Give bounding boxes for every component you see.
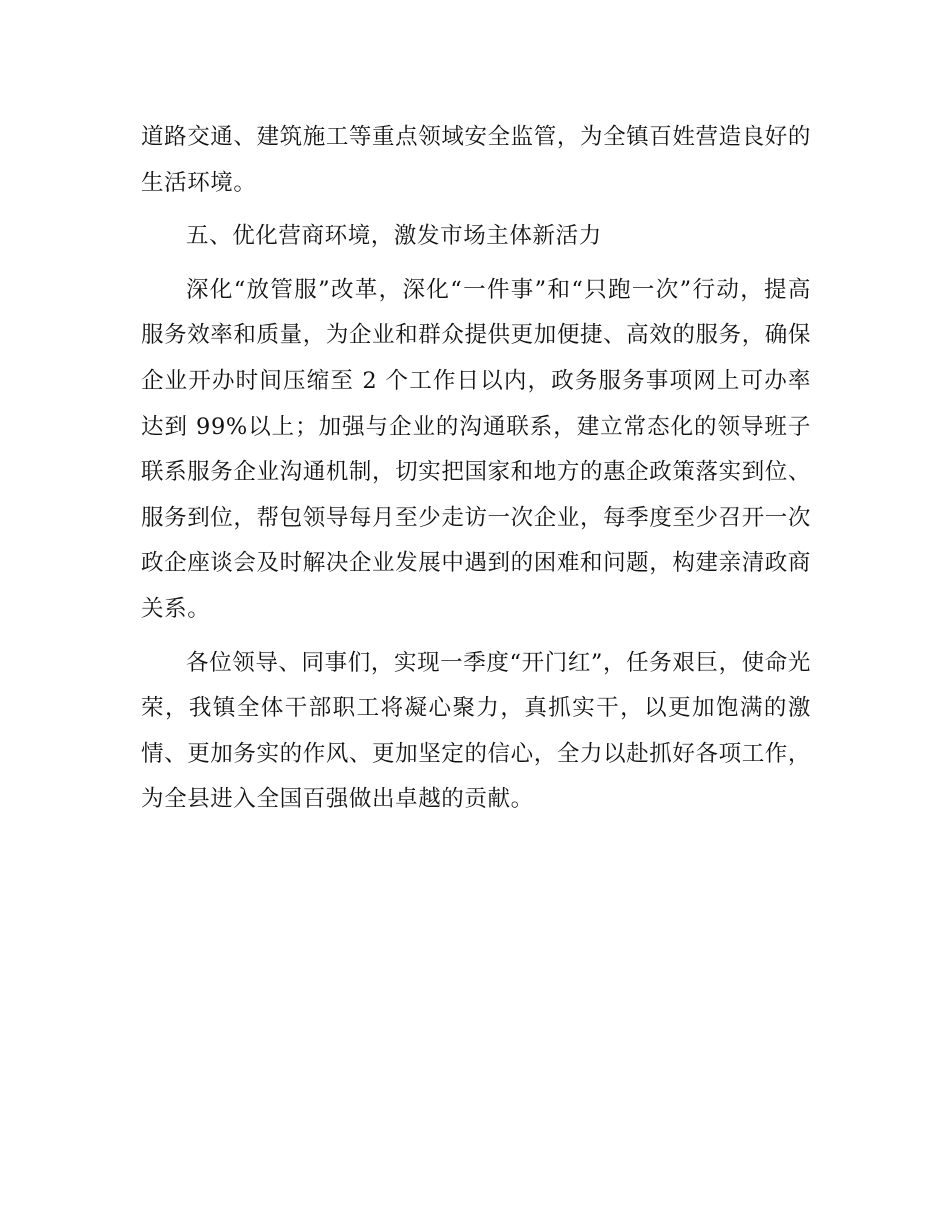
paragraph-continuation: 道路交通、建筑施工等重点领域安全监管，为全镇百姓营造良好的生活环境。	[141, 124, 811, 196]
paragraph-business-environment: 深化“放管服”改革，深化“一件事”和“只跑一次”行动，提高服务效率和质量，为企业和群众提供更加便捷、高效的服务，确保企业开办时间压缩至 2 个工作日以内，政务服务事项网上可办率达到 99%以上；加强与企业的沟通联系，建立常态化的领导班子联系服务企业沟通机制，切实把国家和地方的惠企政策落实到位、服务到位，帮包领导每月至少走访一次企业，每季度至少召开一次政企座谈会及时解决企业发展中遇到的困难和问题，构建亲清政商关系。	[141, 276, 811, 622]
paragraph-closing: 各位领导、同事们，实现一季度“开门红”，任务艰巨，使命光荣，我镇全体干部职工将凝心聚力，真抓实干，以更加饱满的激情、更加务实的作风、更加坚定的信心，全力以赴抓好各项工作，为全县进入全国百强做出卓越的贡献。	[141, 649, 811, 813]
document-body	[141, 115, 811, 831]
section-heading: 五、优化营商环境，激发市场主体新活力	[186, 223, 602, 250]
